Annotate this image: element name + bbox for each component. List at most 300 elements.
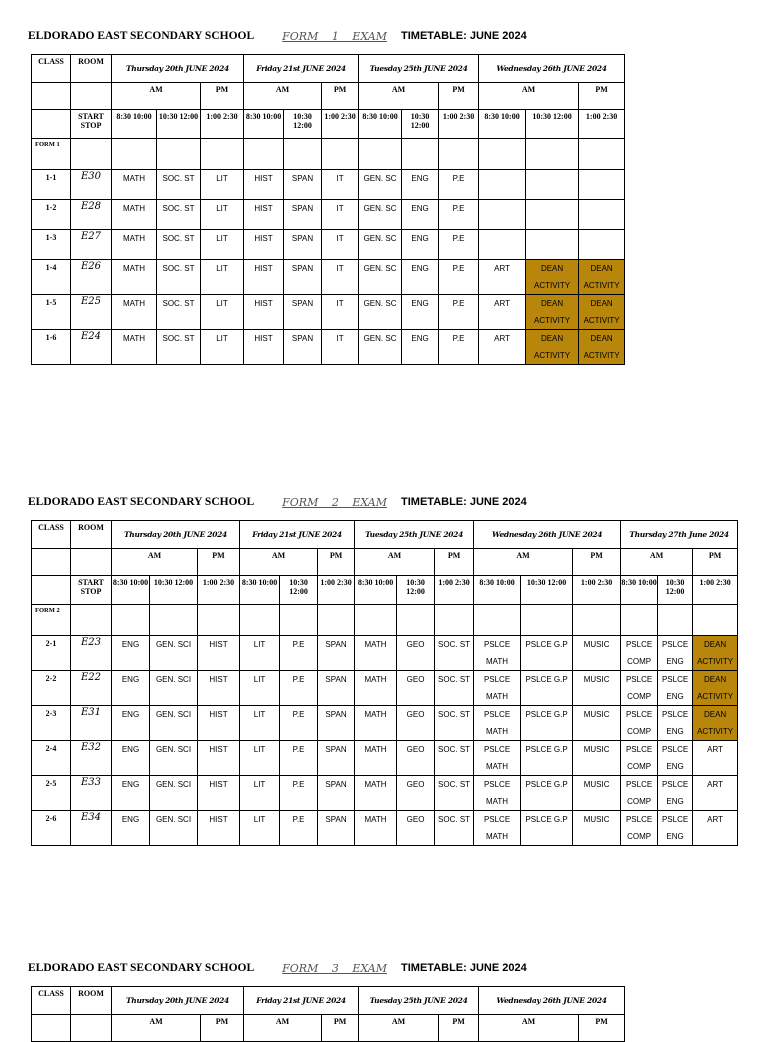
subject-cell: ENG (112, 706, 150, 741)
room-cell: E23 (71, 636, 112, 671)
subject-cell: GEO (397, 811, 435, 846)
time-slot: 8:30 10:00 (359, 110, 402, 139)
subject-cell: PSLCE ENG (658, 636, 693, 671)
form-label: FORM 2 (32, 605, 71, 636)
subject-cell: SOC. ST (157, 295, 201, 330)
subject-cell: MATH (355, 776, 397, 811)
timetable-label: TIMETABLE: JUNE 2024 (401, 496, 527, 508)
day-header: Tuesday 25th JUNE 2024 (355, 521, 474, 549)
subject-cell: IT (322, 295, 359, 330)
room-cell: E30 (71, 170, 112, 200)
time-slot: 10:30 12:00 (658, 576, 693, 605)
subject-cell: P.E (439, 295, 479, 330)
subject-cell: MATH (112, 330, 157, 365)
subject-cell: P.E (280, 636, 318, 671)
subject-cell: PSLCE ENG (658, 671, 693, 706)
subject-cell (526, 170, 579, 200)
am-header: AM (240, 549, 318, 576)
am-header: AM (621, 549, 693, 576)
day-header: Wednesday 26th JUNE 2024 (479, 987, 625, 1015)
table-row (32, 636, 738, 671)
subject-cell: MUSIC (573, 671, 621, 706)
class-cell: 2-3 (32, 706, 71, 741)
subject-cell: GEN. SCI (150, 776, 198, 811)
blank-cell (32, 576, 71, 605)
subject-cell: IT (322, 230, 359, 260)
subject-cell: P.E (439, 330, 479, 365)
subject-cell: MUSIC (573, 636, 621, 671)
subject-cell: MATH (112, 295, 157, 330)
subject-cell (579, 200, 625, 230)
pm-header: PM (322, 1015, 359, 1042)
subject-cell: IT (322, 330, 359, 365)
subject-cell: SOC. ST (435, 811, 474, 846)
subject-cell: SOC. ST (435, 671, 474, 706)
subject-cell: ENG (402, 230, 439, 260)
blank-cell (402, 139, 439, 170)
subject-cell: DEAN ACTIVITY (526, 260, 579, 295)
subject-cell: HIST (198, 671, 240, 706)
time-slot: 8:30 10:00 (112, 576, 150, 605)
blank-cell (526, 139, 579, 170)
subject-cell: SOC. ST (435, 706, 474, 741)
blank-cell (150, 605, 198, 636)
blank-cell (474, 605, 521, 636)
blank-cell (435, 605, 474, 636)
school-name: ELDORADO EAST SECONDARY SCHOOL (28, 496, 255, 508)
room-header: ROOM (71, 521, 112, 549)
subject-cell: MATH (112, 230, 157, 260)
subject-cell: PSLCE G.P (521, 636, 573, 671)
subject-cell (526, 200, 579, 230)
time-slot: 1:00 2:30 (435, 576, 474, 605)
subject-cell: DEAN ACTIVITY (579, 330, 625, 365)
pm-header: PM (201, 83, 244, 110)
blank-cell (439, 139, 479, 170)
time-slot: 10:30 12:00 (402, 110, 439, 139)
subject-cell: ENG (402, 260, 439, 295)
subject-cell: HIST (244, 260, 284, 295)
subject-cell: P.E (280, 706, 318, 741)
subject-cell: MATH (112, 200, 157, 230)
day-header: Wednesday 26th JUNE 2024 (474, 521, 621, 549)
subject-cell: HIST (244, 230, 284, 260)
blank-cell (397, 605, 435, 636)
subject-cell: GEN. SCI (150, 741, 198, 776)
subject-cell: GEN. SC (359, 260, 402, 295)
blank-cell (521, 605, 573, 636)
am-header: AM (244, 83, 322, 110)
table-row (32, 811, 738, 846)
am-header: AM (479, 83, 579, 110)
subject-cell: GEO (397, 636, 435, 671)
am-header: AM (474, 549, 573, 576)
subject-cell: PSLCE COMP (621, 636, 658, 671)
subject-cell: PSLCE MATH (474, 811, 521, 846)
blank-cell (71, 1015, 112, 1042)
time-slot: 10:30 12:00 (397, 576, 435, 605)
time-slot: 10:30 12:00 (521, 576, 573, 605)
blank-cell (280, 605, 318, 636)
subject-cell: PSLCE G.P (521, 671, 573, 706)
table-row (32, 295, 625, 330)
subject-cell: SOC. ST (435, 776, 474, 811)
subject-cell: SOC. ST (157, 330, 201, 365)
room-cell: E34 (71, 811, 112, 846)
subject-cell: PSLCE COMP (621, 741, 658, 776)
subject-cell: GEN. SC (359, 170, 402, 200)
pm-header: PM (439, 1015, 479, 1042)
subject-cell: LIT (240, 811, 280, 846)
table-row (32, 200, 625, 230)
subject-cell: ART (479, 330, 526, 365)
timetable-label: TIMETABLE: JUNE 2024 (401, 962, 527, 974)
subject-cell: SPAN (284, 230, 322, 260)
subject-cell: PSLCE G.P (521, 811, 573, 846)
time-slot: 8:30 10:00 (355, 576, 397, 605)
table-row (32, 776, 738, 811)
subject-cell: DEAN ACTIVITY (693, 636, 738, 671)
subject-cell: SPAN (318, 706, 355, 741)
subject-cell: LIT (201, 230, 244, 260)
subject-cell: PSLCE MATH (474, 706, 521, 741)
class-cell: 2-4 (32, 741, 71, 776)
room-header: ROOM (71, 987, 112, 1015)
subject-cell: SOC. ST (157, 200, 201, 230)
subject-cell: HIST (198, 706, 240, 741)
subject-cell: ENG (402, 295, 439, 330)
start-stop-label: START STOP (71, 576, 112, 605)
subject-cell: HIST (244, 200, 284, 230)
subject-cell: PSLCE G.P (521, 706, 573, 741)
subject-cell: MATH (355, 811, 397, 846)
subject-cell: ENG (402, 170, 439, 200)
subject-cell: P.E (280, 741, 318, 776)
day-header: Friday 21st JUNE 2024 (244, 55, 359, 83)
room-cell: E22 (71, 671, 112, 706)
blank-cell (621, 605, 658, 636)
subject-cell: GEO (397, 706, 435, 741)
day-header: Thursday 20th JUNE 2024 (112, 55, 244, 83)
subject-cell: PSLCE MATH (474, 636, 521, 671)
pm-header: PM (693, 549, 738, 576)
start-stop-label: START STOP (71, 110, 112, 139)
am-header: AM (359, 83, 439, 110)
subject-cell: DEAN ACTIVITY (579, 260, 625, 295)
pm-header: PM (579, 83, 625, 110)
table-row (32, 671, 738, 706)
subject-cell: LIT (201, 260, 244, 295)
time-slot: 8:30 10:00 (240, 576, 280, 605)
subject-cell: GEN. SC (359, 200, 402, 230)
subject-cell (479, 200, 526, 230)
class-cell: 2-2 (32, 671, 71, 706)
blank-cell (71, 605, 112, 636)
subject-cell: MUSIC (573, 811, 621, 846)
pm-header: PM (201, 1015, 244, 1042)
subject-cell: MATH (112, 260, 157, 295)
day-header: Friday 21st JUNE 2024 (240, 521, 355, 549)
subject-cell: PSLCE COMP (621, 811, 658, 846)
timetable-label: TIMETABLE: JUNE 2024 (401, 30, 527, 42)
subject-cell: ART (693, 776, 738, 811)
time-slot: 10:30 12:00 (157, 110, 201, 139)
class-cell: 2-5 (32, 776, 71, 811)
am-header: AM (112, 83, 201, 110)
class-cell: 1-6 (32, 330, 71, 365)
blank-cell (244, 139, 284, 170)
day-header: Tuesday 25th JUNE 2024 (359, 55, 479, 83)
subject-cell: ART (693, 741, 738, 776)
time-slot: 1:00 2:30 (318, 576, 355, 605)
subject-cell: LIT (201, 170, 244, 200)
subject-cell: SOC. ST (157, 230, 201, 260)
am-header: AM (244, 1015, 322, 1042)
subject-cell: HIST (198, 636, 240, 671)
subject-cell: MATH (355, 671, 397, 706)
day-header: Wednesday 26th JUNE 2024 (479, 55, 625, 83)
day-header: Tuesday 25th JUNE 2024 (359, 987, 479, 1015)
subject-cell: MATH (355, 741, 397, 776)
subject-cell: SPAN (284, 200, 322, 230)
time-slot: 1:00 2:30 (579, 110, 625, 139)
pm-header: PM (435, 549, 474, 576)
subject-cell: IT (322, 260, 359, 295)
subject-cell: DEAN ACTIVITY (579, 295, 625, 330)
subject-cell: SOC. ST (435, 741, 474, 776)
day-header: Thursday 20th JUNE 2024 (112, 987, 244, 1015)
subject-cell: PSLCE G.P (521, 776, 573, 811)
room-cell: E26 (71, 260, 112, 295)
class-cell: 1-4 (32, 260, 71, 295)
time-slot: 1:00 2:30 (201, 110, 244, 139)
subject-cell: SPAN (318, 776, 355, 811)
subject-cell: LIT (201, 200, 244, 230)
subject-cell: GEO (397, 776, 435, 811)
table-row (32, 330, 625, 365)
pm-header: PM (198, 549, 240, 576)
subject-cell: SPAN (318, 671, 355, 706)
subject-cell: P.E (439, 230, 479, 260)
subject-cell: ENG (112, 776, 150, 811)
table-row (32, 170, 625, 200)
subject-cell: GEO (397, 671, 435, 706)
class-cell: 1-5 (32, 295, 71, 330)
subject-cell: LIT (240, 776, 280, 811)
subject-cell: PSLCE ENG (658, 811, 693, 846)
subject-cell (579, 170, 625, 200)
class-cell: 2-1 (32, 636, 71, 671)
time-slot: 8:30 10:00 (479, 110, 526, 139)
time-slot: 8:30 10:00 (474, 576, 521, 605)
form3-timetable (31, 986, 625, 1042)
subject-cell: ENG (112, 741, 150, 776)
subject-cell: MATH (355, 706, 397, 741)
room-cell: E28 (71, 200, 112, 230)
subject-cell: DEAN ACTIVITY (526, 330, 579, 365)
blank-cell (71, 549, 112, 576)
form-exam-label: FORM 1 EXAM (282, 29, 388, 43)
subject-cell: ART (693, 811, 738, 846)
room-cell: E24 (71, 330, 112, 365)
class-header: CLASS (32, 521, 71, 549)
subject-cell: GEN. SCI (150, 706, 198, 741)
am-header: AM (112, 549, 198, 576)
subject-cell: MUSIC (573, 741, 621, 776)
subject-cell: P.E (280, 776, 318, 811)
pm-header: PM (322, 83, 359, 110)
subject-cell: PSLCE MATH (474, 741, 521, 776)
form-exam-label: FORM 2 EXAM (282, 495, 388, 509)
pm-header: PM (579, 1015, 625, 1042)
time-slot: 1:00 2:30 (439, 110, 479, 139)
school-name: ELDORADO EAST SECONDARY SCHOOL (28, 962, 255, 974)
subject-cell: SPAN (318, 741, 355, 776)
subject-cell (479, 230, 526, 260)
blank-cell (157, 139, 201, 170)
am-header: AM (479, 1015, 579, 1042)
blank-cell (355, 605, 397, 636)
time-slot: 10:30 12:00 (284, 110, 322, 139)
blank-cell (71, 139, 112, 170)
subject-cell: PSLCE COMP (621, 671, 658, 706)
time-slot: 10:30 12:00 (280, 576, 318, 605)
subject-cell: MATH (355, 636, 397, 671)
day-header: Friday 21st JUNE 2024 (244, 987, 359, 1015)
blank-cell (201, 139, 244, 170)
table-row (32, 230, 625, 260)
class-cell: 1-2 (32, 200, 71, 230)
subject-cell: IT (322, 170, 359, 200)
form2-timetable (31, 520, 738, 846)
subject-cell: MUSIC (573, 776, 621, 811)
class-cell: 2-6 (32, 811, 71, 846)
subject-cell: P.E (280, 671, 318, 706)
subject-cell: GEO (397, 741, 435, 776)
class-header: CLASS (32, 55, 71, 83)
table-row (32, 706, 738, 741)
class-cell: 1-3 (32, 230, 71, 260)
subject-cell: PSLCE COMP (621, 706, 658, 741)
subject-cell: SOC. ST (435, 636, 474, 671)
subject-cell: LIT (240, 636, 280, 671)
subject-cell: SPAN (284, 260, 322, 295)
blank-cell (32, 83, 71, 110)
subject-cell: GEN. SCI (150, 671, 198, 706)
blank-cell (240, 605, 280, 636)
time-slot: 10:30 12:00 (526, 110, 579, 139)
time-slot: 8:30 10:00 (112, 110, 157, 139)
time-slot: 1:00 2:30 (573, 576, 621, 605)
subject-cell: LIT (201, 330, 244, 365)
subject-cell: PSLCE ENG (658, 776, 693, 811)
blank-cell (579, 139, 625, 170)
form1-title (28, 27, 527, 45)
blank-cell (112, 139, 157, 170)
subject-cell: IT (322, 200, 359, 230)
am-header: AM (355, 549, 435, 576)
table-row (32, 741, 738, 776)
pm-header: PM (439, 83, 479, 110)
time-slot: 8:30 10:00 (244, 110, 284, 139)
subject-cell: HIST (244, 170, 284, 200)
time-slot: 8:30 10:00 (621, 576, 658, 605)
subject-cell (526, 230, 579, 260)
blank-cell (573, 605, 621, 636)
table-row (32, 260, 625, 295)
subject-cell: LIT (240, 671, 280, 706)
subject-cell: HIST (198, 776, 240, 811)
subject-cell: GEN. SCI (150, 636, 198, 671)
class-cell: 1-1 (32, 170, 71, 200)
time-slot: 1:00 2:30 (322, 110, 359, 139)
subject-cell: P.E (439, 200, 479, 230)
subject-cell: HIST (198, 741, 240, 776)
subject-cell: ENG (402, 330, 439, 365)
form-exam-label: FORM 3 EXAM (282, 961, 388, 975)
blank-cell (112, 605, 150, 636)
subject-cell: HIST (198, 811, 240, 846)
form2-title (28, 493, 527, 511)
blank-cell (479, 139, 526, 170)
am-header: AM (112, 1015, 201, 1042)
room-cell: E25 (71, 295, 112, 330)
subject-cell: SPAN (318, 636, 355, 671)
blank-cell (32, 110, 71, 139)
class-header: CLASS (32, 987, 71, 1015)
room-header: ROOM (71, 55, 112, 83)
blank-cell (359, 139, 402, 170)
subject-cell: DEAN ACTIVITY (693, 706, 738, 741)
subject-cell: PSLCE G.P (521, 741, 573, 776)
subject-cell: PSLCE ENG (658, 741, 693, 776)
subject-cell: HIST (244, 330, 284, 365)
subject-cell (579, 230, 625, 260)
blank-cell (693, 605, 738, 636)
pm-header: PM (573, 549, 621, 576)
pm-header: PM (318, 549, 355, 576)
subject-cell: PSLCE ENG (658, 706, 693, 741)
form1-timetable (31, 54, 625, 365)
subject-cell: LIT (201, 295, 244, 330)
blank-cell (284, 139, 322, 170)
subject-cell: PSLCE MATH (474, 671, 521, 706)
subject-cell: LIT (240, 706, 280, 741)
subject-cell: DEAN ACTIVITY (693, 671, 738, 706)
subject-cell: GEN. SCI (150, 811, 198, 846)
subject-cell: DEAN ACTIVITY (526, 295, 579, 330)
subject-cell: SOC. ST (157, 260, 201, 295)
day-header: Thursday 27th June 2024 (621, 521, 738, 549)
subject-cell: ART (479, 295, 526, 330)
subject-cell: PSLCE COMP (621, 776, 658, 811)
form3-title (28, 959, 527, 977)
room-cell: E32 (71, 741, 112, 776)
subject-cell: P.E (439, 260, 479, 295)
room-cell: E27 (71, 230, 112, 260)
subject-cell: GEN. SC (359, 295, 402, 330)
subject-cell: SPAN (318, 811, 355, 846)
subject-cell: SOC. ST (157, 170, 201, 200)
day-header: Thursday 20th JUNE 2024 (112, 521, 240, 549)
time-slot: 1:00 2:30 (693, 576, 738, 605)
subject-cell: P.E (439, 170, 479, 200)
blank-cell (71, 83, 112, 110)
subject-cell: GEN. SC (359, 330, 402, 365)
subject-cell (479, 170, 526, 200)
subject-cell: ENG (112, 671, 150, 706)
subject-cell: ENG (402, 200, 439, 230)
